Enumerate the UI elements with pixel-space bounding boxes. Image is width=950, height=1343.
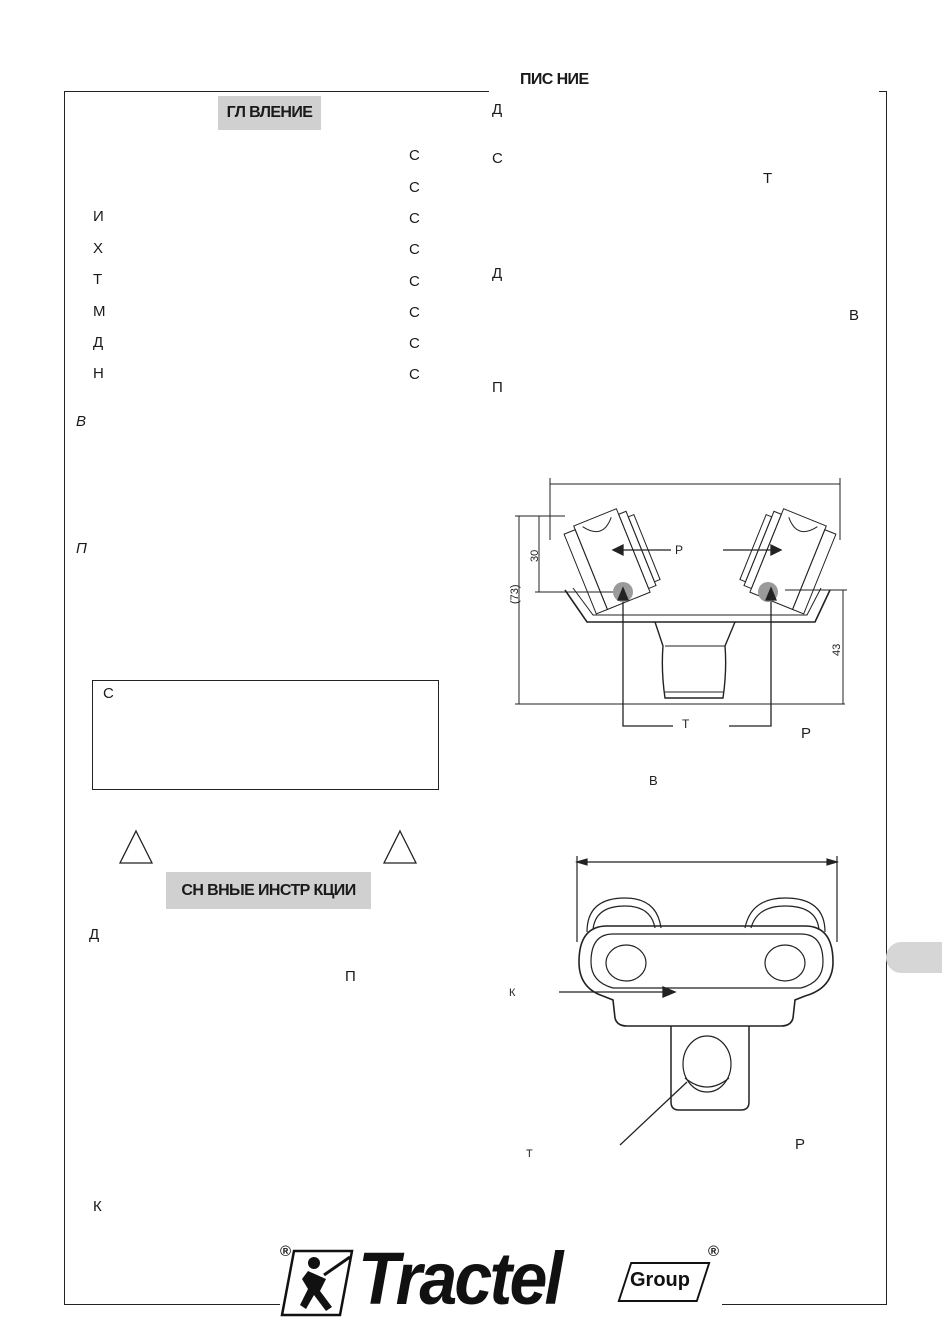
paragraph-initial: П xyxy=(492,379,503,396)
toc-item-page: С xyxy=(409,179,420,196)
toc-item-label: М xyxy=(93,303,106,320)
toc-item-page: С xyxy=(409,366,420,383)
arrow-k-label: К xyxy=(509,987,516,999)
trolley-front-diagram xyxy=(495,470,865,800)
logo-wordmark: Tractel xyxy=(358,1237,561,1320)
warning-triangle-left-icon xyxy=(118,829,154,865)
frame-bottom-right xyxy=(722,1304,887,1305)
trolley-side-diagram xyxy=(495,850,865,1170)
logo-registered-right: ® xyxy=(708,1243,720,1260)
figure-caption: В xyxy=(649,773,658,788)
arrow-p-label: Р xyxy=(675,543,684,557)
paragraph-initial: Д xyxy=(492,265,503,282)
climber-logo-icon xyxy=(280,1249,356,1317)
toc-item-page: С xyxy=(409,304,420,321)
frame-bottom-left xyxy=(64,1304,280,1305)
toc-item-page: С xyxy=(409,210,420,227)
side-tab xyxy=(886,942,942,973)
paragraph-initial: Д xyxy=(89,926,100,943)
frame-right-top xyxy=(879,91,886,92)
right-p-label: Р xyxy=(801,725,812,742)
paragraph-initial: С xyxy=(492,150,503,167)
inline-initial: В xyxy=(849,307,860,324)
inline-initial: П xyxy=(345,968,356,985)
paragraph-initial: Д xyxy=(492,101,503,118)
dim-30-label: 30 xyxy=(529,549,541,562)
pin-t-label: Т xyxy=(526,1148,533,1160)
logo-registered-left: ® xyxy=(280,1243,292,1260)
paragraph-initial: К xyxy=(93,1198,102,1215)
bracket-t-label: Т xyxy=(682,717,690,731)
paragraph-initial: В xyxy=(76,413,87,430)
section-title: ПИС НИЕ xyxy=(520,71,589,88)
warning-triangle-right-icon xyxy=(382,829,418,865)
toc-title: ГЛ ВЛЕНИЕ xyxy=(218,96,321,130)
paragraph-initial: П xyxy=(76,540,87,557)
notice-initial: С xyxy=(103,685,114,702)
toc-item-page: С xyxy=(409,241,420,258)
toc-item-label: Х xyxy=(93,240,104,257)
toc-item-label: Н xyxy=(93,365,104,382)
toc-item-page: С xyxy=(409,147,420,164)
tractel-logo xyxy=(280,1237,722,1321)
logo-group-text: Group xyxy=(630,1269,690,1291)
toc-item-page: С xyxy=(409,335,420,352)
toc-item-label: Д xyxy=(93,334,104,351)
right-p-label: Р xyxy=(795,1136,806,1153)
toc-item-page: С xyxy=(409,273,420,290)
toc-item-label: Т xyxy=(93,271,103,288)
frame-right-side xyxy=(886,91,887,1305)
frame-left-top xyxy=(64,91,489,92)
basic-instructions-title: СН ВНЫЕ ИНСТР КЦИИ xyxy=(166,872,371,909)
toc-item-label: И xyxy=(93,208,104,225)
dim-73-label: (73) xyxy=(509,584,521,604)
notice-box xyxy=(92,680,439,790)
frame-left-side xyxy=(64,91,65,1305)
dim-43-label: 43 xyxy=(831,643,843,656)
inline-initial: Т xyxy=(763,170,773,187)
